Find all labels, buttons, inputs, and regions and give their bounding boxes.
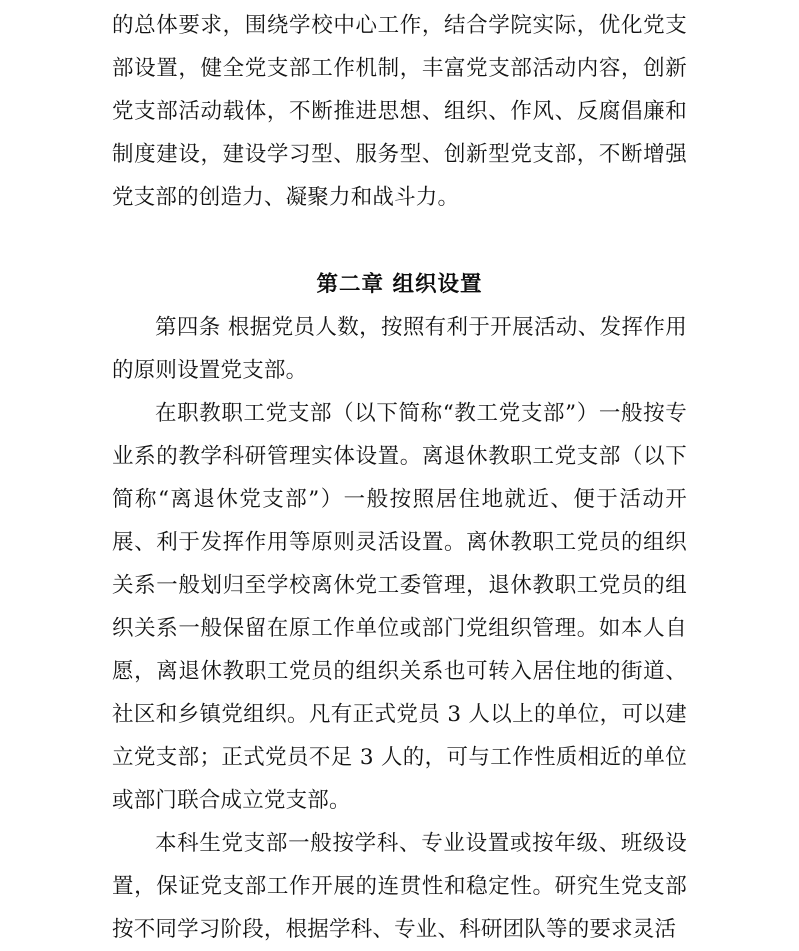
article-4-paragraph: 第四条 根据党员人数，按照有利于开展活动、发挥作用的原则设置党支部。 [112,315,687,383]
branch-setup-paragraph: 在职教职工党支部（以下简称“教工党支部”）一般按专业系的教学科研管理实体设置。离退休教职工党支部（以下简称“离退休党支部”）一般按照居住地就近、便于活动开展、利于发挥作用等原则灵活设置。离休教职工党员的组织关系一般划归至学校离休党工委管理，退休教职工党员的组织关系一般保留在原工作单位或部门党组织管理。如本人自愿，离退休教职工党员的组织关系也可转入居住地的街道、社区和乡镇党组织。凡有正式党员 3 人以上的单位，可以建立党支部；正式党员不足 3 人的，可与工作性质相近的单位或部门联合成立党支部。 [112,401,687,813]
chapter-heading: 第二章 组织设置 [316,272,483,297]
paragraph-continued-top: 的总体要求，围绕学校中心工作，结合学院实际，优化党支部设置，健全党支部工作机制，丰富党支部活动内容，创新党支部活动载体，不断推进思想、组织、作风、反腐倡廉和制度建设，建设学习型、服务型、创新型党支部，不断增强党支部的创造力、凝聚力和战斗力。 [112,13,687,210]
document-body [112,0,687,951]
section-spacer [112,219,687,263]
student-branch-paragraph: 本科生党支部一般按学科、专业设置或按年级、班级设置，保证党支部工作开展的连贯性和稳定性。研究生党支部按不同学习阶段，根据学科、专业、科研团队等的要求灵活 [112,831,687,942]
